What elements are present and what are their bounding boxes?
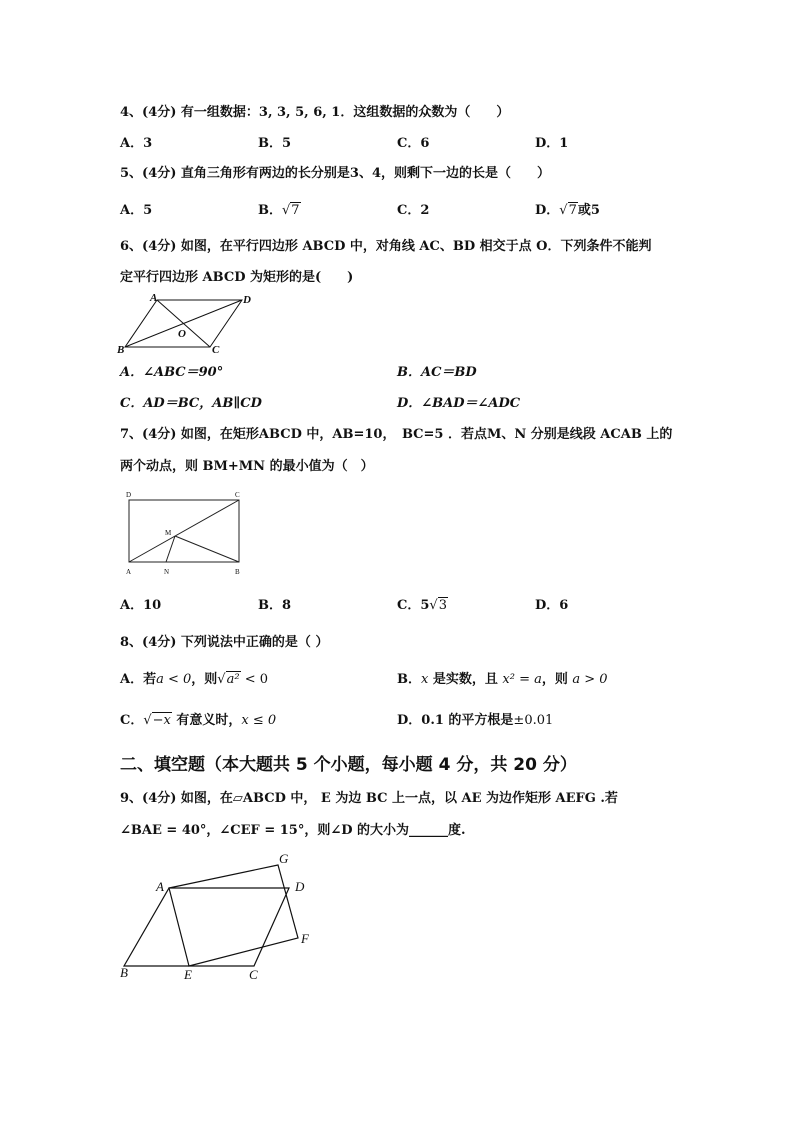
q9-label-e: E [184, 967, 192, 982]
q9-label-d: D [295, 879, 305, 894]
q4-option-c: C．6 [397, 136, 430, 151]
q5-option-b: B．√7 [258, 203, 300, 218]
q6-option-d: D．∠BAD＝∠ADC [397, 396, 521, 411]
q4-option-a: A．3 [120, 136, 153, 151]
q6-stem-line2: 定平行四边形 ABCD 为矩形的是( ) [120, 270, 354, 285]
q7-rectangle-figure [122, 488, 252, 583]
q7-stem-line2: 两个动点，则 BM+MN 的最小值为（ ） [120, 459, 374, 474]
q8-option-d: D．0.1 的平方根是±0.01 [397, 713, 554, 728]
q9-rectangle [169, 865, 298, 966]
q5-stem: 5、(4分) 直角三角形有两边的长分别是3、4，则剩下一边的长是（ ） [120, 166, 551, 181]
q8-a-radicand: a² [226, 672, 240, 687]
q8-stem: 8、(4分) 下列说法中正确的是（ ） [120, 635, 329, 650]
q7-c-radicand: 3 [438, 598, 447, 613]
q6-label-o: O [178, 328, 186, 340]
q7-label-n: N [164, 568, 170, 576]
q5-option-d: D．√7或5 [535, 203, 600, 218]
q4-stem: 4、(4分) 有一组数据：3, 3, 5, 6, 1．这组数据的众数为（ ） [120, 105, 510, 120]
q6-label-c: C [212, 344, 220, 356]
q8-option-b: B．x 是实数，且 x² = a，则 a > 0 [397, 672, 608, 687]
q9-label-f: F [301, 931, 309, 946]
section-2-heading: 二、填空题（本大题共 5 个小题，每小题 4 分，共 20 分） [120, 755, 577, 775]
q6-label-d: D [243, 294, 251, 306]
q7-diagonal-ac [129, 500, 239, 562]
q7-option-c: C．5√3 [397, 598, 447, 613]
q8-option-c: C．√−x 有意义时，x ≤ 0 [120, 713, 277, 728]
q7-label-c: C [235, 491, 240, 499]
q4-option-d: D．1 [535, 136, 569, 151]
q9-stem-line2: ∠BAE = 40°，∠CEF = 15°，则∠D 的大小为______度. [120, 823, 466, 838]
q5-d-radicand: 7 [568, 203, 577, 218]
q6-option-a: A．∠ABC＝90° [120, 365, 224, 380]
q5-option-a: A．5 [120, 203, 153, 218]
q6-label-a: A [150, 292, 158, 304]
q6-option-c: C．AD＝BC，AB∥CD [120, 396, 262, 411]
q7-stem-line1: 7、(4分) 如图，在矩形ABCD 中，AB=10， BC=5 ．若点M、N 分别是线段 ACAB 上的 [120, 427, 673, 442]
q7-label-m: M [165, 529, 172, 537]
q7-segment-mb [175, 536, 239, 562]
q6-label-b: B [117, 344, 125, 356]
q6-parallelogram-figure [115, 290, 265, 360]
q8-c-radicand: −x [152, 713, 171, 728]
q4-option-b: B．5 [258, 136, 292, 151]
q9-label-b: B [120, 965, 128, 980]
q9-parallelogram [124, 888, 289, 966]
q9-label-a: A [156, 879, 164, 894]
q6-stem-line1: 6、(4分) 如图，在平行四边形 ABCD 中，对角线 AC、BD 相交于点 O．下列条件不能判 [120, 239, 652, 254]
q6-option-b: B．AC＝BD [397, 365, 477, 380]
q7-label-b: B [235, 568, 240, 576]
q7-option-b: B．8 [258, 598, 292, 613]
q9-stem-line1: 9、(4分) 如图，在▱ABCD 中， E 为边 BC 上一点，以 AE 为边作矩形 AEFG .若 [120, 791, 618, 806]
q5-option-c: C．2 [397, 203, 430, 218]
q9-label-g: G [279, 851, 289, 866]
q7-option-a: A．10 [120, 598, 162, 613]
q7-label-a: A [126, 568, 132, 576]
q8-option-a: A．若a < 0，则√a² < 0 [120, 672, 268, 687]
q7-label-d: D [126, 491, 132, 499]
q7-option-d: D．6 [535, 598, 569, 613]
q9-figure [112, 845, 322, 985]
q9-label-c: C [249, 967, 258, 982]
q5-b-radicand: 7 [291, 203, 300, 218]
